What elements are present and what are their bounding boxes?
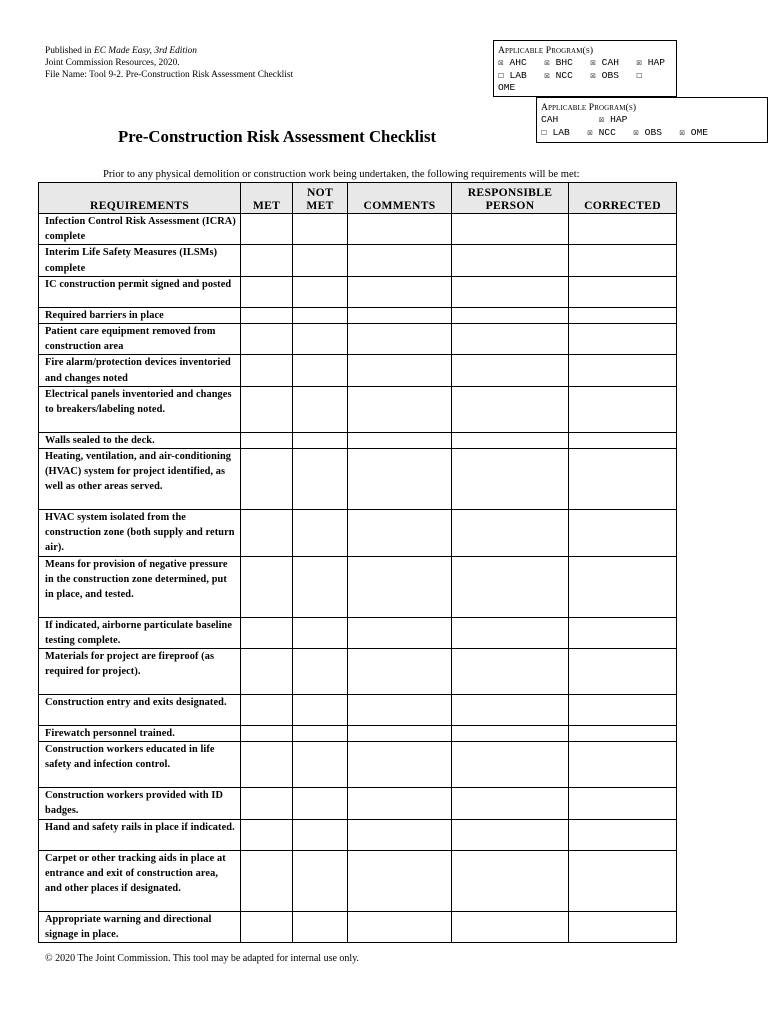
responsible-person-cell[interactable] <box>452 432 569 448</box>
not-met-cell[interactable] <box>293 850 348 911</box>
requirement-cell: IC construction permit signed and posted <box>39 276 241 307</box>
applicable-programs-box-overlay <box>536 97 768 143</box>
table-row <box>39 355 677 386</box>
col-not-met-header: NOT MET <box>293 183 348 214</box>
file-name-line: File Name: Tool 9-2. Pre-Construction Risk Assessment Checklist <box>45 70 294 80</box>
page-title: Pre-Construction Risk Assessment Checklist <box>118 127 437 146</box>
col-comments-header: COMMENTS <box>348 183 452 214</box>
copyright-footer: © 2020 The Joint Commission. This tool may be adapted for internal use only. <box>45 953 360 964</box>
responsible-person-cell[interactable] <box>452 307 569 323</box>
met-cell[interactable] <box>241 449 293 510</box>
met-cell[interactable] <box>241 726 293 742</box>
met-cell[interactable] <box>241 386 293 432</box>
corrected-cell[interactable] <box>569 617 677 648</box>
requirement-cell: Heating, ventilation, and air-conditioning (HVAC) system for project identified, as well as other areas served. <box>39 449 241 510</box>
not-met-cell[interactable] <box>293 649 348 695</box>
not-met-cell[interactable] <box>293 214 348 245</box>
requirement-cell: Construction workers provided with ID badges. <box>39 788 241 819</box>
comments-cell[interactable] <box>348 324 452 355</box>
not-met-cell[interactable] <box>293 324 348 355</box>
comments-cell[interactable] <box>348 386 452 432</box>
requirement-cell: Means for provision of negative pressure in the construction zone determined, put in place, and tested. <box>39 556 241 617</box>
corrected-cell[interactable] <box>569 307 677 323</box>
applicable-programs-heading: Applicable Program(s) <box>498 45 594 56</box>
responsible-person-cell[interactable] <box>452 324 569 355</box>
not-met-cell[interactable] <box>293 432 348 448</box>
responsible-person-cell[interactable] <box>452 850 569 911</box>
corrected-cell[interactable] <box>569 911 677 942</box>
not-met-cell[interactable] <box>293 819 348 850</box>
col-requirements-header: REQUIREMENTS <box>39 183 241 214</box>
corrected-cell[interactable] <box>569 324 677 355</box>
not-met-cell[interactable] <box>293 449 348 510</box>
table-row <box>39 449 677 510</box>
table-row <box>39 307 677 323</box>
responsible-person-cell[interactable] <box>452 617 569 648</box>
not-met-cell[interactable] <box>293 742 348 788</box>
requirement-cell: Interim Life Safety Measures (ILSMs) complete <box>39 245 241 276</box>
table-row <box>39 819 677 850</box>
corrected-cell[interactable] <box>569 556 677 617</box>
met-cell[interactable] <box>241 850 293 911</box>
corrected-cell[interactable] <box>569 214 677 245</box>
publisher-line: Joint Commission Resources, 2020. <box>45 58 180 68</box>
met-cell[interactable] <box>241 214 293 245</box>
met-cell[interactable] <box>241 510 293 557</box>
applicable-programs-box <box>493 40 677 97</box>
met-cell[interactable] <box>241 788 293 819</box>
table-row <box>39 695 677 726</box>
corrected-cell[interactable] <box>569 695 677 726</box>
corrected-cell[interactable] <box>569 510 677 557</box>
met-cell[interactable] <box>241 324 293 355</box>
comments-cell[interactable] <box>348 556 452 617</box>
table-row <box>39 510 677 557</box>
met-cell[interactable] <box>241 819 293 850</box>
program-checkboxes-row-3[interactable]: OME <box>498 82 516 94</box>
responsible-person-cell[interactable] <box>452 788 569 819</box>
requirement-cell: Patient care equipment removed from construction area <box>39 324 241 355</box>
table-row <box>39 911 677 942</box>
not-met-cell[interactable] <box>293 355 348 386</box>
not-met-cell[interactable] <box>293 386 348 432</box>
comments-cell[interactable] <box>348 695 452 726</box>
comments-cell[interactable] <box>348 649 452 695</box>
requirement-cell: If indicated, airborne particulate baseline testing complete. <box>39 617 241 648</box>
table-row <box>39 432 677 448</box>
comments-cell[interactable] <box>348 726 452 742</box>
not-met-cell[interactable] <box>293 788 348 819</box>
corrected-cell[interactable] <box>569 386 677 432</box>
not-met-cell[interactable] <box>293 510 348 557</box>
program-checkboxes-overlay-row-2[interactable]: ☐ LAB ☒ NCC ☒ OBS ☒ OME <box>541 126 709 138</box>
requirement-cell: Walls sealed to the deck. <box>39 432 241 448</box>
program-checkboxes-overlay-row-1[interactable]: CAH ☒ HAP <box>541 114 628 126</box>
requirement-cell: Electrical panels inventoried and changes to breakers/labeling noted. <box>39 386 241 432</box>
not-met-cell[interactable] <box>293 695 348 726</box>
met-cell[interactable] <box>241 276 293 307</box>
intro-text: Prior to any physical demolition or construction work being undertaken, the following requirements will be met: <box>103 169 580 180</box>
met-cell[interactable] <box>241 355 293 386</box>
book-title: EC Made Easy, 3rd Edition <box>93 46 197 56</box>
comments-cell[interactable] <box>348 617 452 648</box>
comments-cell[interactable] <box>348 788 452 819</box>
corrected-cell[interactable] <box>569 649 677 695</box>
table-row <box>39 788 677 819</box>
comments-cell[interactable] <box>348 307 452 323</box>
responsible-person-cell[interactable] <box>452 355 569 386</box>
corrected-cell[interactable] <box>569 819 677 850</box>
responsible-person-cell[interactable] <box>452 726 569 742</box>
comments-cell[interactable] <box>348 355 452 386</box>
met-cell[interactable] <box>241 911 293 942</box>
not-met-cell[interactable] <box>293 911 348 942</box>
comments-cell[interactable] <box>348 742 452 788</box>
applicable-programs-heading-overlay: Applicable Program(s) <box>541 102 637 113</box>
col-met-header: MET <box>241 183 293 214</box>
checklist-table <box>38 182 677 943</box>
comments-cell[interactable] <box>348 850 452 911</box>
comments-cell[interactable] <box>348 276 452 307</box>
met-cell[interactable] <box>241 432 293 448</box>
responsible-person-cell[interactable] <box>452 649 569 695</box>
met-cell[interactable] <box>241 245 293 276</box>
requirement-cell: Required barriers in place <box>39 307 241 323</box>
program-checkboxes-row-1[interactable]: ☒ AHC ☒ BHC ☒ CAH ☒ HAP <box>498 57 666 69</box>
table-row <box>39 214 677 245</box>
met-cell[interactable] <box>241 617 293 648</box>
not-met-cell[interactable] <box>293 556 348 617</box>
corrected-cell[interactable] <box>569 742 677 788</box>
met-cell[interactable] <box>241 649 293 695</box>
requirement-cell: Hand and safety rails in place if indicated. <box>39 819 241 850</box>
program-checkboxes-row-2[interactable]: ☐ LAB ☒ NCC ☒ OBS ☐ <box>498 69 643 81</box>
comments-cell[interactable] <box>348 214 452 245</box>
table-row <box>39 245 677 276</box>
responsible-person-cell[interactable] <box>452 449 569 510</box>
responsible-person-cell[interactable] <box>452 911 569 942</box>
responsible-person-cell[interactable] <box>452 695 569 726</box>
requirement-cell: Carpet or other tracking aids in place at entrance and exit of construction area, and other places if designated. <box>39 850 241 911</box>
met-cell[interactable] <box>241 556 293 617</box>
requirement-cell: Firewatch personnel trained. <box>39 726 241 742</box>
corrected-cell[interactable] <box>569 788 677 819</box>
corrected-cell[interactable] <box>569 355 677 386</box>
col-responsible-header: RESPONSIBLE PERSON <box>452 183 569 214</box>
responsible-person-cell[interactable] <box>452 386 569 432</box>
not-met-cell[interactable] <box>293 726 348 742</box>
not-met-cell[interactable] <box>293 276 348 307</box>
responsible-person-cell[interactable] <box>452 245 569 276</box>
corrected-cell[interactable] <box>569 276 677 307</box>
corrected-cell[interactable] <box>569 726 677 742</box>
table-row <box>39 386 677 432</box>
requirement-cell: Appropriate warning and directional signage in place. <box>39 911 241 942</box>
requirement-cell: HVAC system isolated from the construction zone (both supply and return air). <box>39 510 241 557</box>
met-cell[interactable] <box>241 307 293 323</box>
comments-cell[interactable] <box>348 449 452 510</box>
comments-cell[interactable] <box>348 432 452 448</box>
not-met-cell[interactable] <box>293 307 348 323</box>
table-row <box>39 850 677 911</box>
responsible-person-cell[interactable] <box>452 556 569 617</box>
requirement-cell: Fire alarm/protection devices inventoried and changes noted <box>39 355 241 386</box>
table-row <box>39 324 677 355</box>
requirement-cell: Construction workers educated in life safety and infection control. <box>39 742 241 788</box>
table-row <box>39 276 677 307</box>
responsible-person-cell[interactable] <box>452 276 569 307</box>
comments-cell[interactable] <box>348 245 452 276</box>
comments-cell[interactable] <box>348 819 452 850</box>
responsible-person-cell[interactable] <box>452 510 569 557</box>
table-row <box>39 742 677 788</box>
publication-info <box>45 45 293 81</box>
requirement-cell: Materials for project are fireproof (as required for project). <box>39 649 241 695</box>
not-met-cell[interactable] <box>293 245 348 276</box>
comments-cell[interactable] <box>348 911 452 942</box>
table-row <box>39 649 677 695</box>
responsible-person-cell[interactable] <box>452 819 569 850</box>
requirement-cell: Construction entry and exits designated. <box>39 695 241 726</box>
met-cell[interactable] <box>241 742 293 788</box>
corrected-cell[interactable] <box>569 850 677 911</box>
responsible-person-cell[interactable] <box>452 214 569 245</box>
comments-cell[interactable] <box>348 510 452 557</box>
met-cell[interactable] <box>241 695 293 726</box>
table-row <box>39 726 677 742</box>
corrected-cell[interactable] <box>569 449 677 510</box>
table-row <box>39 556 677 617</box>
corrected-cell[interactable] <box>569 245 677 276</box>
responsible-person-cell[interactable] <box>452 742 569 788</box>
corrected-cell[interactable] <box>569 432 677 448</box>
published-line: Published in EC Made Easy, 3rd Edition <box>45 46 197 56</box>
not-met-cell[interactable] <box>293 617 348 648</box>
col-corrected-header: CORRECTED <box>569 183 677 214</box>
table-row <box>39 617 677 648</box>
requirement-cell: Infection Control Risk Assessment (ICRA) complete <box>39 214 241 245</box>
